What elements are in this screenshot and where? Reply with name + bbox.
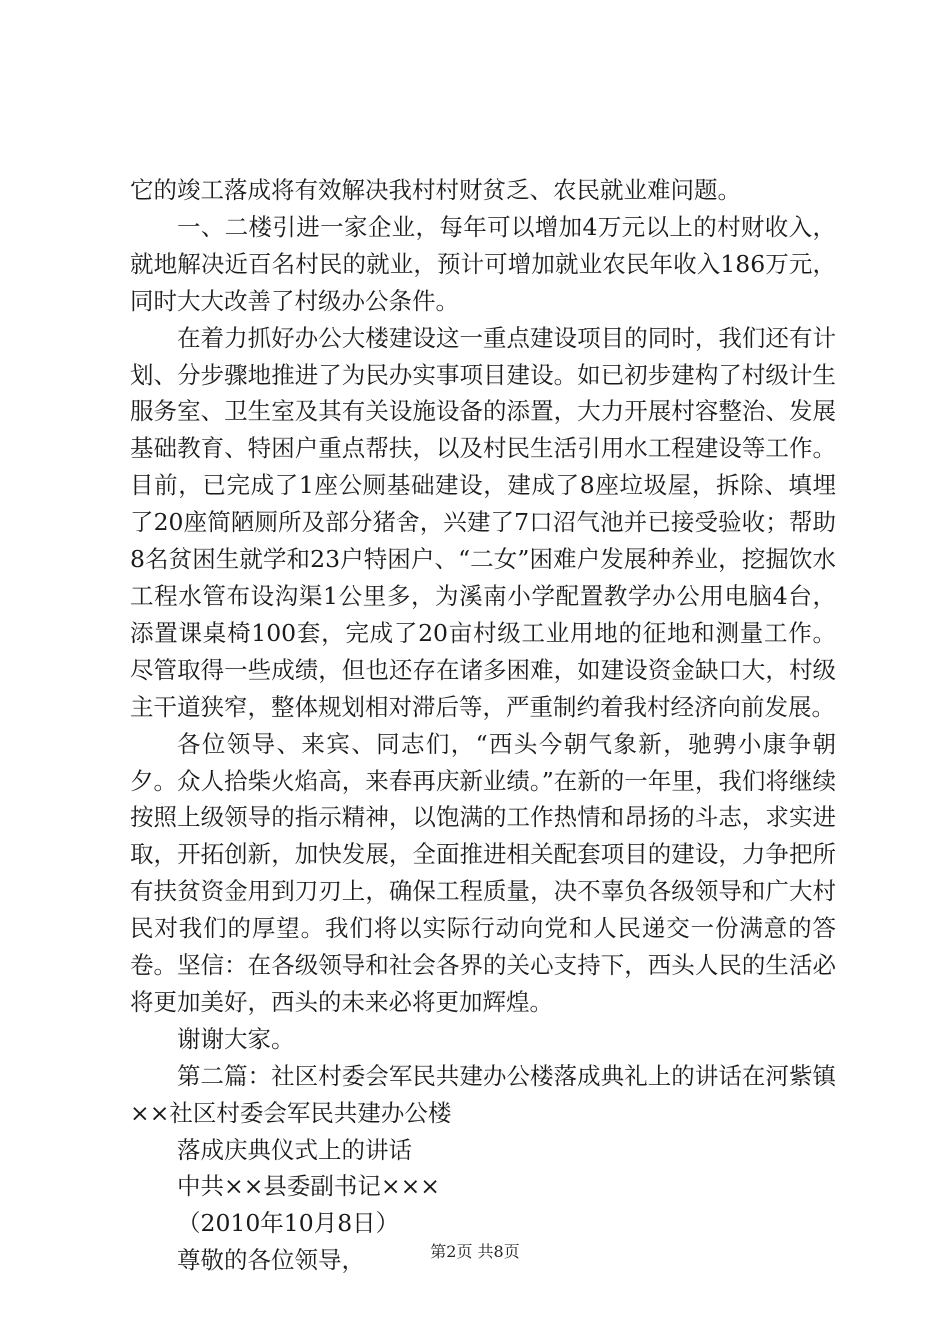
- paragraph-date: （2010年10月8日）: [177, 1209, 400, 1238]
- document-body: [130, 172, 836, 1279]
- paragraph-second-article-title: 第二篇：社区村委会军民共建办公楼落成典礼上的讲话在河紫镇××社区村委会军民共建办公楼: [130, 1061, 836, 1127]
- paragraph-continuation: 它的竣工落成将有效解决我村村财贫乏、农民就业难问题。: [130, 176, 741, 204]
- paragraph-ceremony-speech: 落成庆典仪式上的讲话: [177, 1135, 412, 1164]
- paragraph-salutation: 尊敬的各位领导，: [177, 1246, 365, 1275]
- paragraph-thanks: 谢谢大家。: [177, 1024, 295, 1053]
- paragraph-enterprise-income: 一、二楼引进一家企业，每年可以增加4万元以上的村财收入，就地解决近百名村民的就业，预计可增加就业农民年收入186万元，同时大大改善了村级办公条件。: [130, 212, 836, 315]
- page-number: 第2页 共8页: [430, 1242, 520, 1261]
- paragraph-outlook: 各位领导、来宾、同志们，“西头今朝气象新，驰骋小康争朝夕。众人拾柴火焰高，来春再庆新业绩。”在新的一年里，我们将继续按照上级领导的指示精神，以饱满的工作热情和昂扬的斗志，求实进取，开拓创新，加快发展，全面推进相关配套项目的建设，力争把所有扶贫资金用到刀刃上，确保工程质量，决不辜负各级领导和广大村民对我们的厚望。我们将以实际行动向党和人民递交一份满意的答卷。坚信：在各级领导和社会各界的关心支持下，西头人民的生活必将更加美好，西头的未来必将更加辉煌。: [130, 729, 836, 1016]
- paragraph-speaker: 中共××县委副书记×××: [177, 1172, 440, 1201]
- page-footer: [0, 1242, 950, 1262]
- paragraph-projects: 在着力抓好办公大楼建设这一重点建设项目的同时，我们还有计划、分步骤地推进了为民办实事项目建设。如已初步建构了村级计生服务室、卫生室及其有关设施设备的添置，大力开展村容整治、发展基础教育、特困户重点帮扶，以及村民生活引用水工程建设等工作。目前，已完成了1座公厕基础建设，建成了8座垃圾屋，拆除、填埋了20座简陋厕所及部分猪舍，兴建了7口沼气池并已接受验收；帮助8名贫困生就学和23户特困户、“二女”困难户发展种养业，挖掘饮水工程水管布设沟渠1公里多，为溪南小学配置教学办公用电脑4台，添置课桌椅100套，完成了20亩村级工业用地的征地和测量工作。尽管取得一些成绩，但也还存在诸多困难，如建设资金缺口大，村级主干道狭窄，整体规划相对滞后等，严重制约着我村经济向前发展。: [130, 323, 836, 721]
